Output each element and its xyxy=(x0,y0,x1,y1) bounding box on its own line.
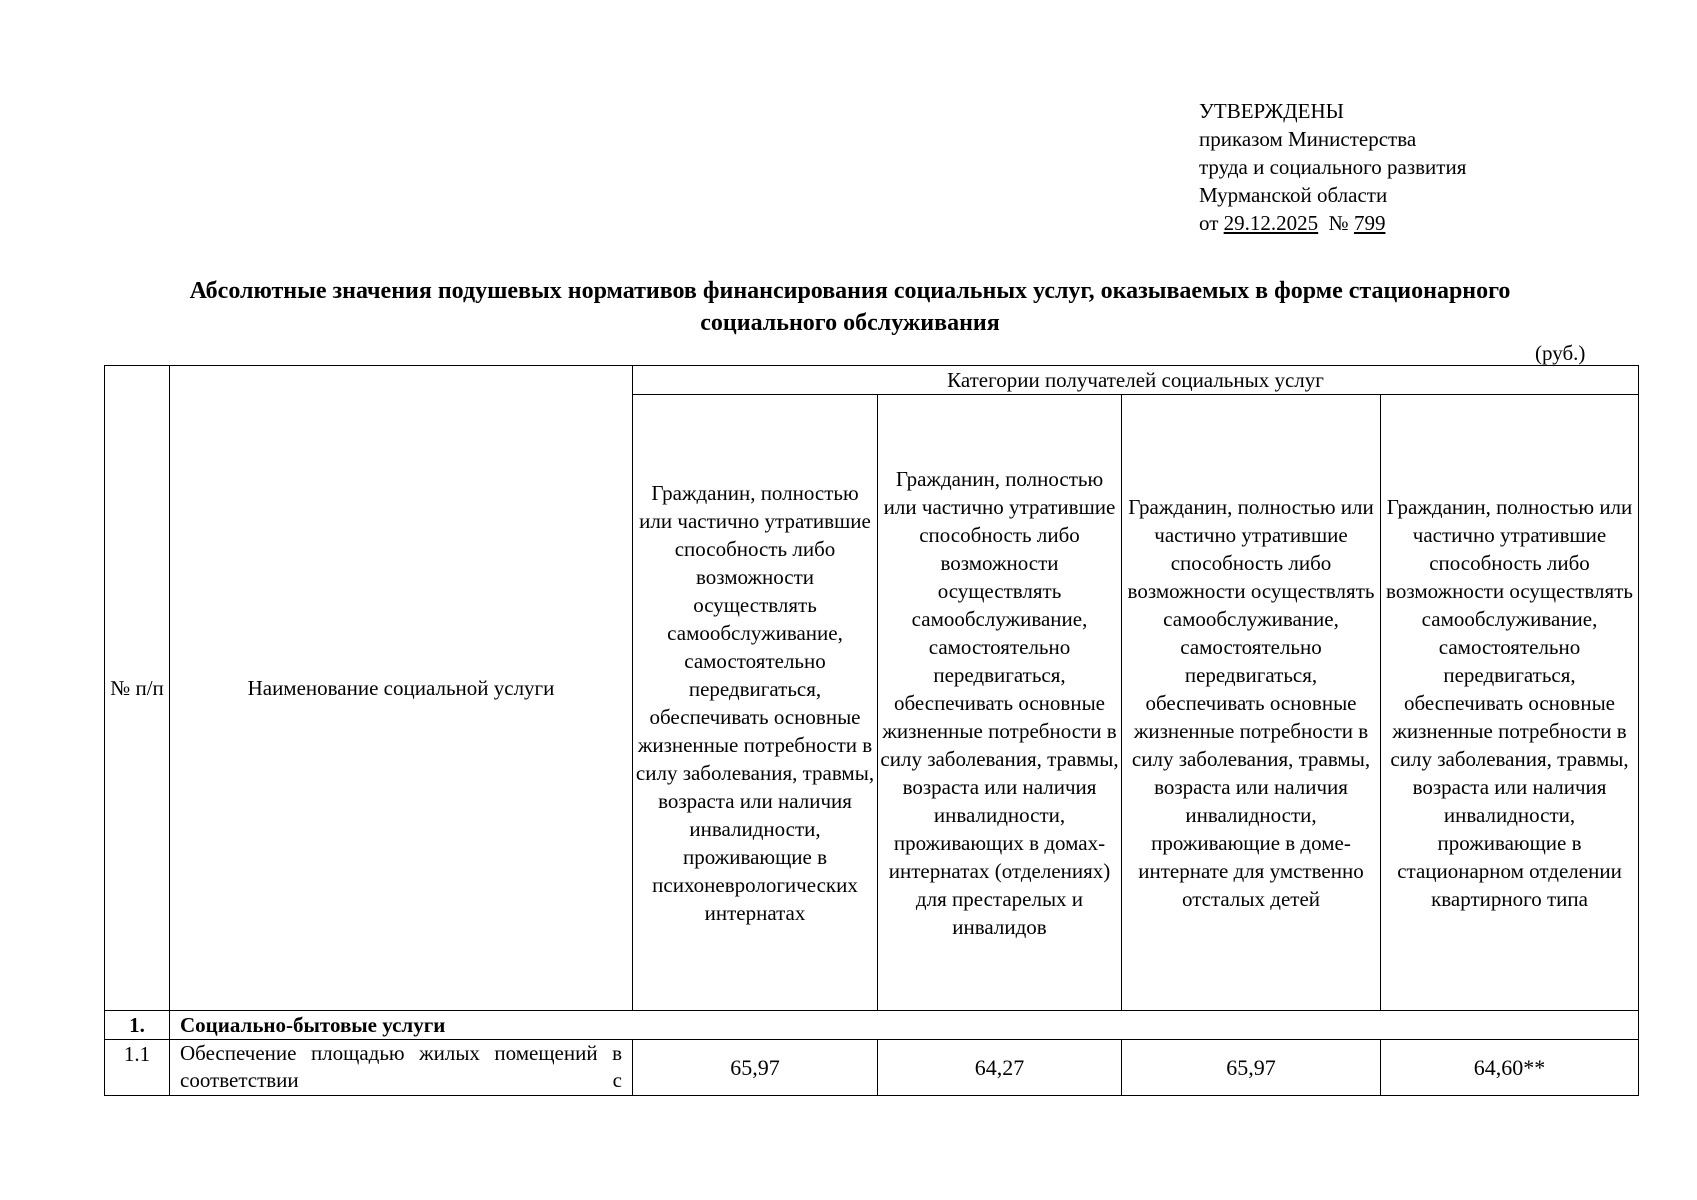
section-label: Социально-бытовые услуги xyxy=(170,1011,1639,1040)
value-cell: 65,97 xyxy=(633,1040,878,1096)
date-prefix: от xyxy=(1199,211,1219,235)
category-cell xyxy=(633,395,878,1011)
category-cell xyxy=(878,395,1122,1011)
categories-header: Категории получателей социальных услуг xyxy=(633,366,1639,395)
category-text: Гражданин, полностью или частично утратившие способность либо возможности осуществлять самообслуживание, самостоятельно передвигаться, обеспечивать основные жизненные потребности в силу заболевания, травмы, возраста или наличия инвалидности, проживающие в стационарном отделении квартирного типа xyxy=(1386,494,1633,911)
section-number: 1. xyxy=(105,1011,170,1040)
category-text: Гражданин, полностью или частично утратившие способность либо возможности осуществлять самообслуживание, самостоятельно передвигаться, обеспечивать основные жизненные потребности в силу заболевания, травмы, возраста или наличия инвалидности, проживающие в психоневрологических интернатах xyxy=(635,480,875,925)
number-prefix: № xyxy=(1328,211,1349,235)
approval-block xyxy=(1199,97,1466,237)
norms-table xyxy=(104,365,1639,1096)
table-row xyxy=(105,1040,1639,1096)
section-row xyxy=(105,1011,1639,1040)
approval-line: Мурманской области xyxy=(1199,183,1388,207)
row-number: 1.1 xyxy=(105,1040,170,1096)
approval-number: 799 xyxy=(1353,211,1386,235)
col-num-header: № п/п xyxy=(105,366,170,1011)
category-text: Гражданин, полностью или частично утратившие способность либо возможности осуществлять самообслуживание, самостоятельно передвигаться, обеспечивать основные жизненные потребности в силу заболевания, травмы, возраста или наличия инвалидности, проживающие в доме-интернате для умственно отсталых детей xyxy=(1127,494,1375,911)
approval-date: 29.12.2025 xyxy=(1223,211,1319,235)
value-cell: 65,97 xyxy=(1122,1040,1381,1096)
document-title: Абсолютные значения подушевых нормативов финансирования социальных услуг, оказываемых в форме стационарного социального обслуживания xyxy=(189,278,1511,336)
service-name: Обеспечение площадью жилых помещений в соответствии с xyxy=(170,1040,633,1096)
approval-line: приказом Министерства xyxy=(1199,127,1417,151)
approval-line: труда и социального развития xyxy=(1199,155,1467,179)
approval-title: УТВЕРЖДЕНЫ xyxy=(1199,99,1344,123)
category-cell xyxy=(1122,395,1381,1011)
unit-label: (руб.) xyxy=(1535,341,1586,365)
category-text: Гражданин, полностью или частично утратившие способность либо возможности осуществлять самообслуживание, самостоятельно передвигаться, обеспечивать основные жизненные потребности в силу заболевания, травмы, возраста или наличия инвалидности, проживающих в домах-интернатах (отделениях) для престарелых и инвалидов xyxy=(880,466,1119,939)
category-cell xyxy=(1381,395,1639,1011)
header-row xyxy=(105,366,1639,395)
approval-date-line xyxy=(1199,209,1466,237)
value-cell: 64,60** xyxy=(1381,1040,1639,1096)
value-cell: 64,27 xyxy=(878,1040,1122,1096)
col-name-header: Наименование социальной услуги xyxy=(170,366,633,1011)
